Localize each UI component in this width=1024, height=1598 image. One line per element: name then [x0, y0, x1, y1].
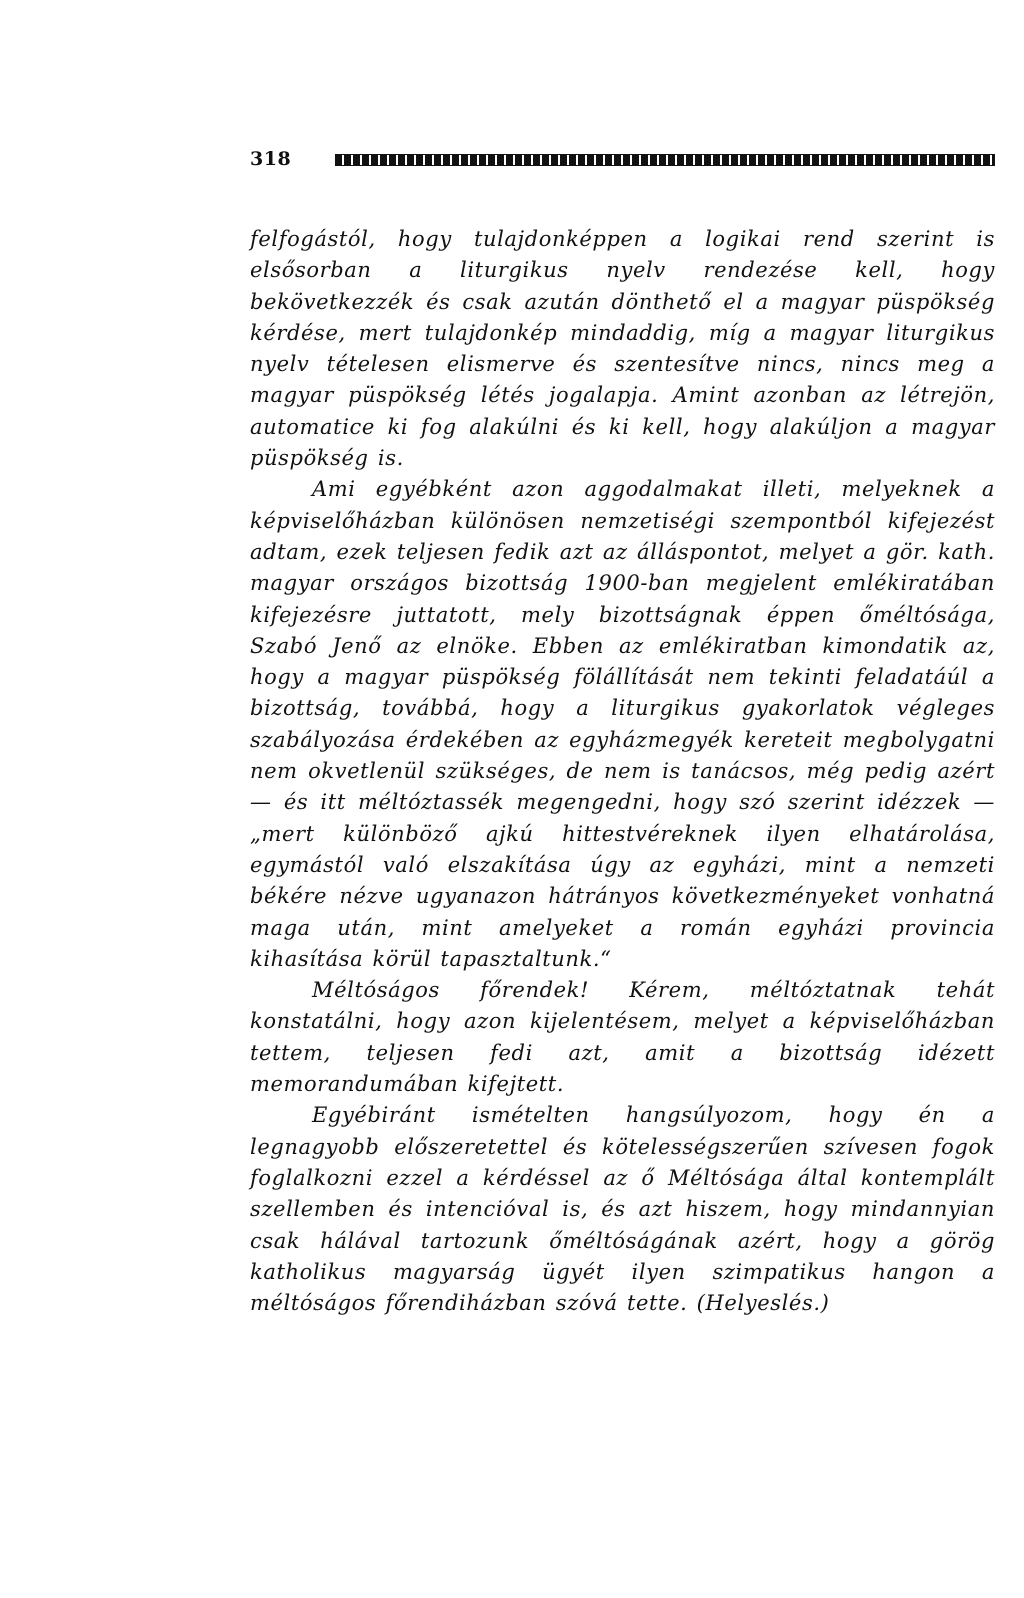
paragraph-address: Méltóságos főrendek! Kérem, méltóztatnak tehát konstatálni, hogy azon kijelentésem, melyet a képviselőházban tettem, teljesen fedi azt, amit a bizottság idézett memorandumában kifejtett.: [250, 978, 995, 1097]
page-number: 318: [250, 148, 292, 170]
decorative-header-rule: [335, 154, 995, 166]
paragraph-continuation: felfogástól, hogy tulajdonképpen a logikai rend szerint is elsősorban a liturgikus nyelv rendezése kell, hogy bekövetkezzék és csak azután dönthető el a magyar püspökség kérdése, mert tulajdonkép mindaddig, míg a magyar liturgikus nyelv tételesen elismerve és szentesítve nincs, nincs meg a magyar püspökség létés jogalapja. Amint azonban az létrejön, automatice ki fog alakúlni és ki kell, hogy alakúljon a magyar püspökség is.: [250, 227, 995, 471]
body-text: [250, 224, 995, 1319]
paragraph-closing: Egyébiránt ismételten hangsúlyozom, hogy én a legnagyobb előszeretettel és kötelességszerűen szívesen fogok foglalkozni ezzel a kérdéssel az ő Méltósága által kontemplált szellemben és intencióval is, és azt hiszem, hogy mindannyian csak hálával tartozunk őméltóságának azért, hogy a görög katholikus magyarság ügyét ilyen szimpatikus hangon a méltóságos főrendiházban szóvá tette. (Helyeslés.): [250, 1103, 995, 1316]
paragraph-concerns: Ami egyébként azon aggodalmakat illeti, melyeknek a képviselőházban különösen nemzetiségi szempontból kifejezést adtam, ezek teljesen fedik azt az álláspontot, melyet a gör. kath. magyar országos bizottság 1900-ban megjelent emlékiratában kifejezésre juttatott, mely bizottságnak éppen őméltósága, Szabó Jenő az elnöke. Ebben az emlékiratban kimondatik az, hogy a magyar püspökség fölállítását nem tekinti feladatáúl a bizottság, továbbá, hogy a liturgikus gyakorlatok végleges szabályozása érdekében az egyházmegyék kereteit megbolygatni nem okvetlenül szükséges, de nem is tanácsos, még pedig azért — és itt méltóztassék megengedni, hogy szó szerint idézzek — „mert különböző ajkú hittestvéreknek ilyen elhatárolása, egymástól való elszakítása úgy az egyházi, mint a nemzeti békére nézve ugyanazon hátrányos következményeket vonhatná maga után, mint amelyeket a román egyházi provincia kihasítása körül tapasztaltunk.“: [250, 477, 995, 971]
book-page: [250, 148, 995, 1319]
page-header: [250, 148, 995, 176]
